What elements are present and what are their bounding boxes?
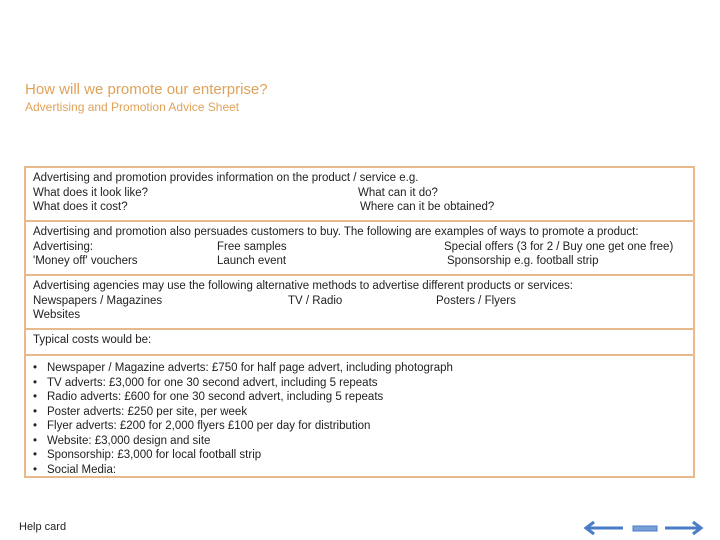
method-special-offers: Special offers (3 for 2 / Buy one get one free) — [444, 240, 674, 253]
forward-arrow-icon[interactable] — [664, 520, 704, 536]
intro-section — [26, 168, 693, 222]
list-item: • TV adverts: £3,000 for one 30 second advert, including 5 repeats — [33, 376, 693, 391]
list-item: • Flyer adverts: £200 for 2,000 flyers £100 per day for distribution — [33, 419, 693, 434]
media-tv-radio: TV / Radio — [288, 294, 343, 307]
back-arrow-icon[interactable] — [583, 520, 625, 536]
method-sponsorship: Sponsorship e.g. football strip — [447, 255, 599, 267]
media-newspapers: Newspapers / Magazines — [33, 294, 163, 307]
list-item: • Social Media: — [33, 463, 693, 478]
costs-heading: Typical costs would be: — [33, 334, 152, 346]
question-look: What does it look like? — [33, 186, 149, 199]
home-bar-icon[interactable] — [632, 520, 658, 536]
page-subtitle: Advertising and Promotion Advice Sheet — [25, 100, 240, 114]
costs-heading-section — [26, 330, 693, 356]
persuade-text: Advertising and promotion also persuades customers to buy. The following are examples of ways to promote a product: — [33, 226, 639, 238]
method-launch-event: Launch event — [217, 255, 287, 267]
question-obtain: Where can it be obtained? — [360, 201, 495, 213]
list-item: • Sponsorship: £3,000 for local football strip — [33, 448, 693, 463]
costs-list — [33, 361, 693, 477]
agencies-text: Advertising agencies may use the following alternative methods to advertise different products or services: — [33, 280, 573, 292]
list-item: • Poster adverts: £250 per site, per week — [33, 405, 693, 420]
page-title: How will we promote our enterprise? — [25, 81, 268, 98]
intro-text: Advertising and promotion provides information on the product / service e.g. — [33, 172, 419, 184]
help-card-label[interactable]: Help card — [19, 521, 67, 533]
costs-section — [26, 356, 693, 476]
list-item: • Newspaper / Magazine adverts: £750 for half page advert, including photograph — [33, 361, 693, 376]
persuade-section — [26, 222, 693, 276]
question-cost: What does it cost? — [33, 201, 128, 213]
method-free-samples: Free samples — [217, 240, 287, 253]
method-vouchers: 'Money off' vouchers — [33, 255, 138, 267]
media-websites: Websites — [33, 309, 81, 321]
list-item: • Website: £3,000 design and site — [33, 434, 693, 449]
media-posters: Posters / Flyers — [436, 294, 516, 307]
advice-sheet — [24, 166, 695, 478]
question-do: What can it do? — [358, 186, 438, 199]
list-item: • Radio adverts: £600 for one 30 second advert, including 5 repeats — [33, 390, 693, 405]
method-advertising: Advertising: — [33, 240, 94, 253]
agencies-section — [26, 276, 693, 330]
